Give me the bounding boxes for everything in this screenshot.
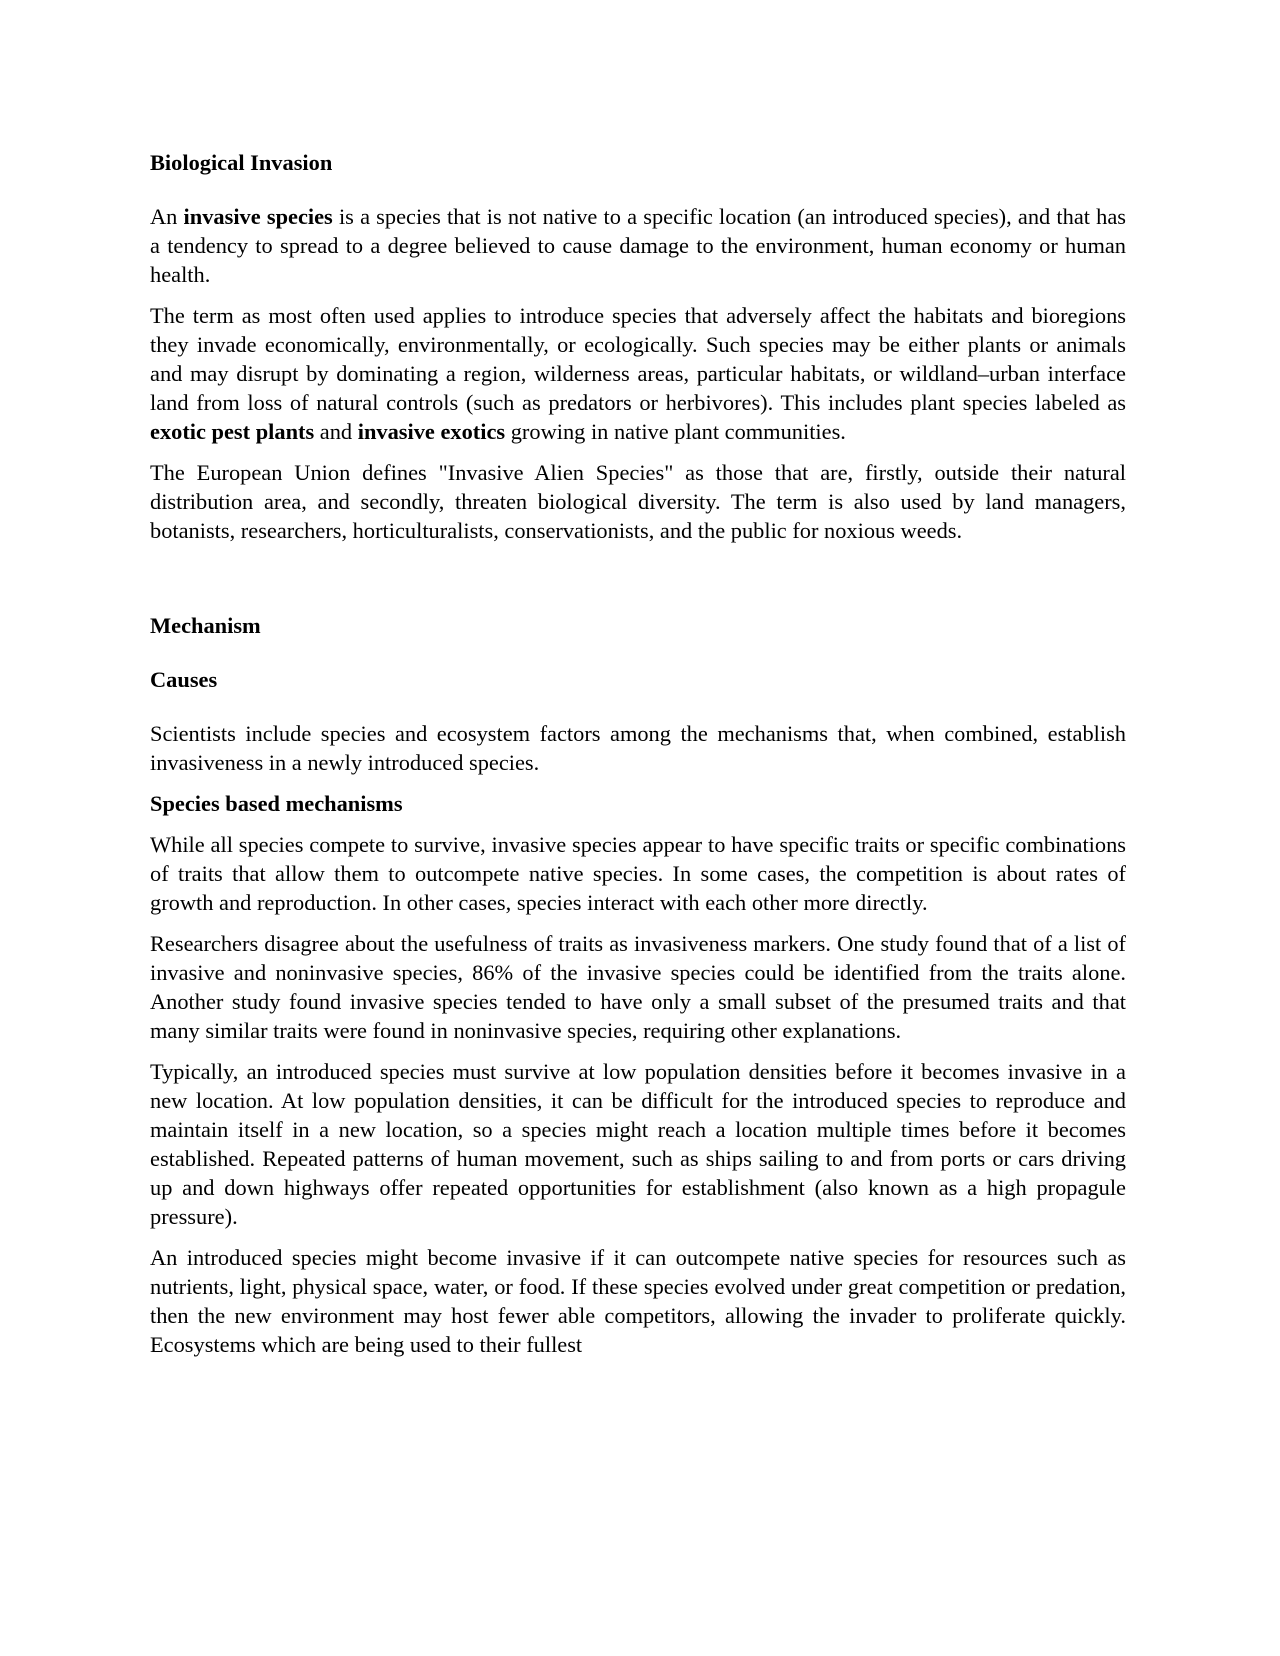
paragraph-term-usage: [150, 301, 1126, 446]
text-run: The term as most often used applies to introduce species that adversely affect the habitats and bioregions they invade economically, environmentally, or ecologically. Such species may be either plants or animals and may disrupt by dominating a region, wilderness areas, particular habitats, or wildland–urban interface land from loss of natural controls (such as predators or herbivores). This includes plant species labeled as: [150, 303, 1126, 415]
bold-term: invasive species: [183, 204, 333, 229]
paragraph-traits-markers: Researchers disagree about the usefulness of traits as invasiveness markers. One study found that of a list of invasive and noninvasive species, 86% of the invasive species could be identified from the traits alone. Another study found invasive species tended to have only a small subset of the presumed traits and that many similar traits were found in noninvasive species, requiring other explanations.: [150, 931, 1126, 1043]
paragraph-outcompete-resources: An introduced species might become invasive if it can outcompete native species for resources such as nutrients, light, physical space, water, or food. If these species evolved under great competition or predation, then the new environment may host fewer able competitors, allowing the invader to proliferate quickly. Ecosystems which are being used to their fullest: [150, 1245, 1126, 1357]
paragraph-eu-definition: The European Union defines "Invasive Alien Species" as those that are, firstly, outside their natural distribution area, and secondly, threaten biological diversity. The term is also used by land managers, botanists, researchers, horticulturalists, conservationists, and the public for noxious weeds.: [150, 460, 1126, 543]
paragraph-population-density: Typically, an introduced species must survive at low population densities before it becomes invasive in a new location. At low population densities, it can be difficult for the introduced species to reproduce and maintain itself in a new location, so a species might reach a location multiple times before it becomes established. Repeated patterns of human movement, such as ships sailing to and from ports or cars driving up and down highways offer repeated opportunities for establishment (also known as a high propagule pressure).: [150, 1059, 1126, 1229]
subsection-heading-species-mechanisms: Species based mechanisms: [150, 791, 403, 816]
paragraph-invasive-definition: [150, 202, 1126, 289]
document-title: Biological Invasion: [150, 150, 333, 175]
paragraph-causes: Scientists include species and ecosystem factors among the mechanisms that, when combined, establish invasiveness in a newly introduced species.: [150, 721, 1126, 775]
document-page: [150, 148, 1126, 1359]
section-heading-mechanism: Mechanism: [150, 613, 261, 638]
paragraph-species-compete: While all species compete to survive, invasive species appear to have specific traits or specific combinations of traits that allow them to outcompete native species. In some cases, the competition is about rates of growth and reproduction. In other cases, species interact with each other more directly.: [150, 832, 1126, 915]
text-run: An: [150, 204, 184, 229]
bold-term: invasive exotics: [357, 419, 506, 444]
text-run: is a species that is not native to a specific location (an introduced species), and that has a tendency to spread to a degree believed to cause damage to the environment, human economy or human health.: [150, 204, 1127, 287]
subsection-heading-causes: Causes: [150, 667, 218, 692]
text-run: growing in native plant communities.: [505, 419, 846, 444]
text-run: and: [314, 419, 358, 444]
bold-term: exotic pest plants: [150, 419, 315, 444]
